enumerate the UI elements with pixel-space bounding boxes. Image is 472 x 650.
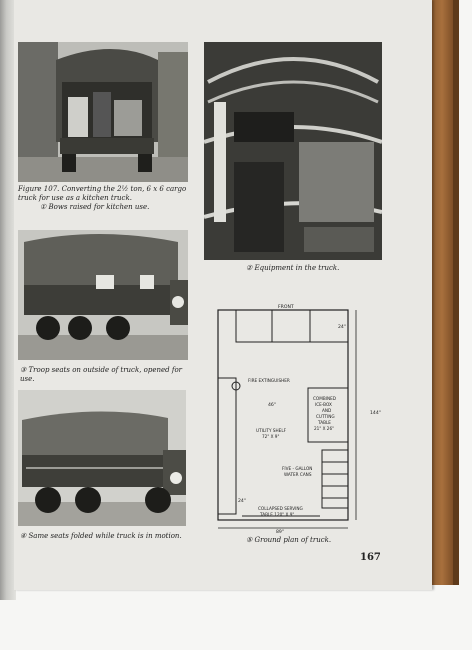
figure-caption: Figure 107. Converting the 2½ ton, 6 x 6 cargo truck for use as a kitchen truck. ① Bows raised for kitchen use. — [18, 185, 187, 211]
dim-144: 144" — [370, 411, 381, 416]
dim-46: 46" — [268, 403, 276, 408]
dim-24-top: 24" — [338, 325, 346, 330]
label-icebox-1: COMBINED — [313, 396, 336, 401]
panel2-caption: ② Equipment in the truck. — [246, 264, 340, 272]
panel1-caption: ① Bows raised for kitchen use. — [40, 203, 150, 211]
dim-24-bottom: 24" — [238, 499, 246, 504]
label-utility-shelf: UTILITY SHELF — [256, 428, 287, 433]
book-cover-rim — [453, 0, 459, 585]
label-water-cans-2: WATER CANS — [284, 472, 312, 477]
ground-plan-diagram — [212, 302, 384, 534]
panel4-caption: ④ Same seats folded while truck is in motion. — [20, 532, 182, 540]
book-cover-edge — [430, 0, 454, 585]
label-utility-size: 72" X 9" — [262, 434, 280, 439]
panel3-caption: ③ Troop seats on outside of truck, opened for use. — [20, 366, 183, 383]
label-icebox-6: 21" X 26" — [314, 426, 335, 431]
label-serving-table-1: COLLAPSED SERVING — [258, 506, 303, 511]
label-front: FRONT — [278, 305, 294, 310]
panel5-caption: ⑤ Ground plan of truck. — [246, 536, 332, 544]
label-water-cans-1: FIVE - GALLON — [282, 466, 313, 471]
dim-89: 89" — [276, 530, 284, 534]
label-serving-table-2: TABLE 120" X 9" — [260, 512, 295, 517]
page-number: 167 — [360, 552, 381, 563]
label-icebox-3: AND — [322, 408, 332, 413]
photo-troop-seats-open — [18, 230, 188, 360]
label-icebox-2: ICE-BOX — [315, 402, 332, 407]
label-icebox-5: TABLE — [318, 420, 331, 425]
label-icebox-4: CUTTING — [316, 414, 335, 419]
label-fire-extinguisher: FIRE EXTINGUISHER — [248, 378, 290, 383]
photo-seats-folded — [18, 390, 186, 526]
photo-equipment-in-truck — [204, 42, 382, 260]
photo-bows-raised — [18, 42, 188, 182]
